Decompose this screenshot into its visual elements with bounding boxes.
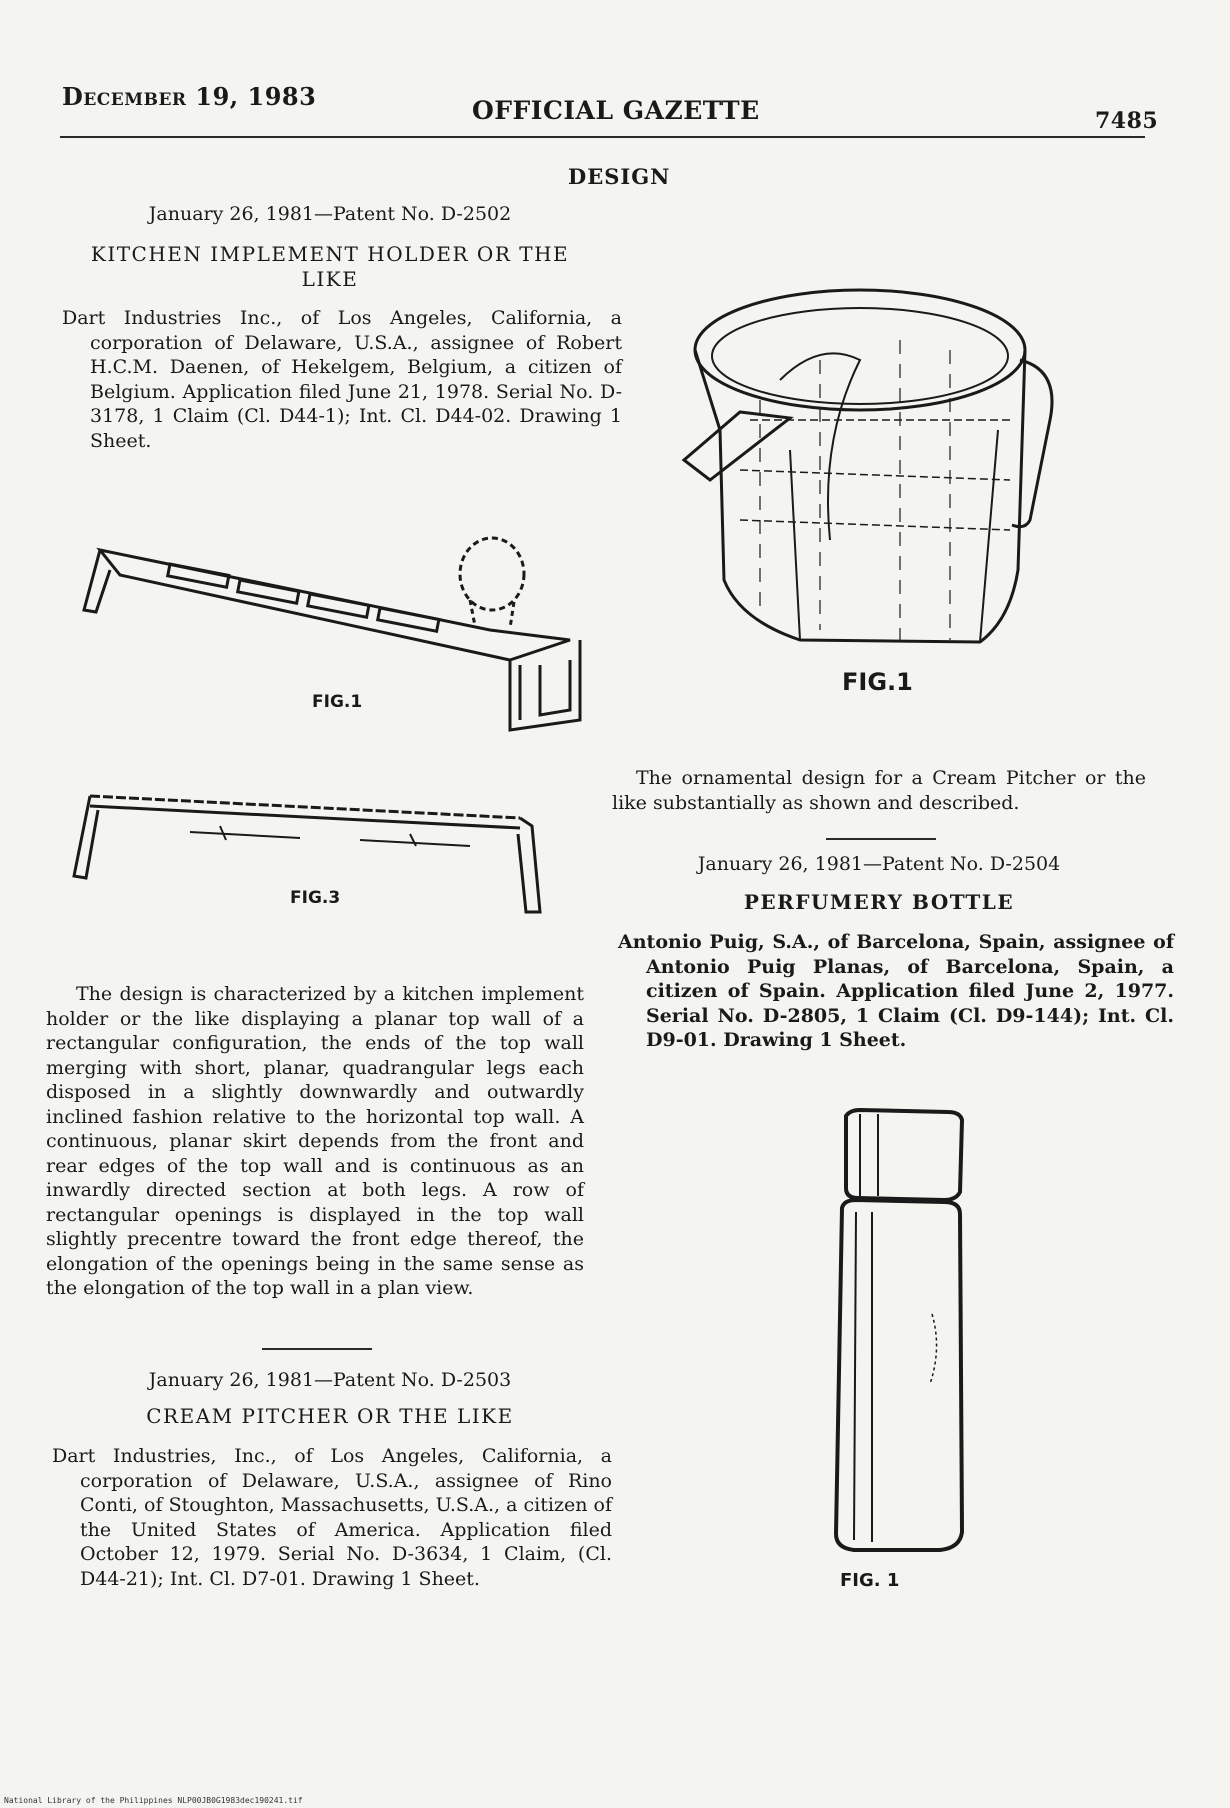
patent-d2503-assignee: Dart Industries, Inc., of Los Angeles, California, a corporation of Delaware, U.S.A., assignee of Rino Conti, of Stoughton, Massachusetts, U.S.A., a citizen of the United States of America. Application filed October 12, 1979. Serial No. D-3634, 1 Claim, (Cl. D44-21); Int. Cl. D7-01. Drawing 1 Sheet.	[52, 1445, 612, 1590]
patent-d2503-date: January 26, 1981—Patent No. D-2503	[148, 1369, 512, 1391]
separator-rule	[262, 1348, 372, 1350]
patent-d2504-title: PERFUMERY BOTTLE	[743, 890, 1015, 914]
page-number: 7485	[1095, 108, 1159, 134]
patent-d2502-assignee: Dart Industries Inc., of Los Angeles, California, a corporation of Delaware, U.S.A., assignee of Robert H.C.M. Daenen, of Hekelgem, Belgium, a citizen of Belgium. Application filed June 21, 1978. Serial No. D-3178, 1 Claim (Cl. D44-1); Int. Cl. D44-02. Drawing 1 Sheet.	[62, 307, 622, 452]
cream-pitcher-fig1-label: FIG.1	[842, 668, 913, 696]
patent-d2503-title: CREAM PITCHER OR THE LIKE	[146, 1404, 514, 1428]
kitchen-holder-fig1-drawing	[70, 530, 590, 750]
patent-d2504-date: January 26, 1981—Patent No. D-2504	[697, 853, 1061, 875]
section-label: DESIGN	[568, 164, 671, 189]
patent-d2502-title: KITCHEN IMPLEMENT HOLDER OR THE LIKE	[90, 242, 570, 291]
scan-footer: National Library of the Philippines NLP00JB0G1983dec190241.tif	[4, 1796, 303, 1805]
patent-d2502-date: January 26, 1981—Patent No. D-2502	[148, 203, 512, 225]
patent-d2502-description: The design is characterized by a kitchen implement holder or the like displaying a planar top wall of a rectangular configuration, the ends of the top wall merging with short, planar, quadrangular legs each disposed in a slightly downwardly and outwardly inclined fashion relative to the horizontal top wall. A continuous, planar skirt depends from the front and rear edges of the top wall and is continuous as an inwardly directed section at both legs. A row of rectangular openings is displayed in the top wall slightly precentre toward the front edge thereof, the elongation of the openings being in the same sense as the elongation of the top wall in a plan view.	[46, 983, 584, 1299]
header-rule	[60, 136, 1145, 138]
perfumery-bottle-fig1-label: FIG. 1	[840, 1570, 900, 1591]
issue-date: December 19, 1983	[62, 82, 317, 111]
separator-rule	[826, 838, 936, 840]
perfumery-bottle-fig1-drawing	[820, 1108, 980, 1568]
patent-d2503-description: The ornamental design for a Cream Pitcher or the like substantially as shown and described.	[612, 767, 1146, 814]
publication-title: OFFICIAL GAZETTE	[472, 96, 760, 125]
cream-pitcher-fig1-drawing	[680, 280, 1060, 670]
kitchen-holder-fig1-label: FIG.1	[312, 692, 363, 712]
patent-d2504-assignee: Antonio Puig, S.A., of Barcelona, Spain, assignee of Antonio Puig Planas, of Barcelona, Spain, a citizen of Spain. Application filed June 2, 1977. Serial No. D-2805, 1 Claim (Cl. D9-144); Int. Cl. D9-01. Drawing 1 Sheet.	[618, 931, 1174, 1051]
kitchen-holder-fig3-label: FIG.3	[290, 888, 341, 908]
